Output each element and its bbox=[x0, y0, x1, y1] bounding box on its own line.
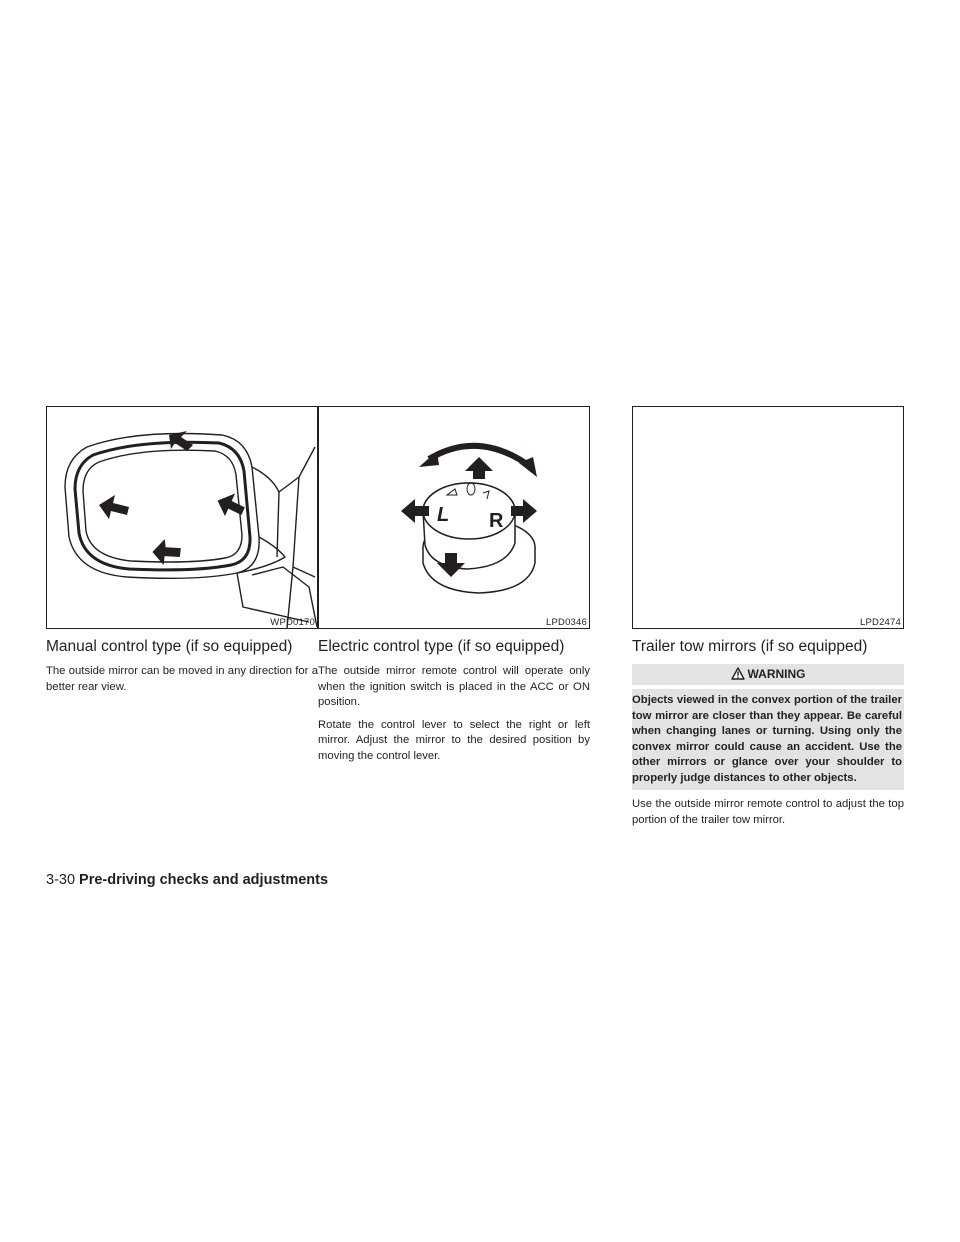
knob-label-left: L bbox=[437, 504, 450, 526]
warning-header bbox=[632, 664, 904, 685]
body-paragraph: Use the outside mirror remote control to adjust the top portion of the trailer tow mirror. bbox=[632, 798, 904, 826]
section-electric-control bbox=[318, 406, 590, 771]
section-trailer-tow bbox=[632, 406, 904, 835]
figure-code: WPD0170 bbox=[270, 617, 315, 628]
page-footer bbox=[46, 872, 328, 888]
footer-section-name: Pre-driving checks and adjustments bbox=[79, 872, 329, 888]
trailer-mirror-figure bbox=[632, 406, 904, 629]
body-paragraph: The outside mirror remote control will operate only when the ignition switch is placed in the ACC or ON position. bbox=[318, 665, 590, 708]
figure-code: LPD2474 bbox=[859, 617, 901, 628]
section-title: Trailer tow mirrors (if so equipped) bbox=[632, 638, 868, 655]
mirror-control-knob-illustration bbox=[319, 407, 589, 628]
page-number: 3-30 bbox=[46, 872, 76, 888]
section-manual-control bbox=[46, 406, 318, 702]
control-figure bbox=[318, 406, 590, 629]
section-title: Manual control type (if so equipped) bbox=[46, 638, 293, 655]
warning-label: WARNING bbox=[747, 667, 806, 681]
knob-label-right: R bbox=[489, 510, 504, 532]
section-title: Electric control type (if so equipped) bbox=[318, 638, 565, 655]
warning-text: Objects viewed in the convex portion of the trailer tow mirror are closer than they appear. Be careful when changing lanes or turning. Using only the convex mirror could cause an accident. Use the other mirrors or glance over your shoulder to properly judge distances to other objects. bbox=[632, 689, 904, 790]
figure-code: LPD0346 bbox=[545, 617, 587, 628]
mirror-figure bbox=[46, 406, 318, 629]
body-paragraph: The outside mirror can be moved in any direction for a better rear view. bbox=[46, 665, 318, 693]
manual-mirror-illustration bbox=[47, 407, 317, 628]
body-paragraph: Rotate the control lever to select the right or left mirror. Adjust the mirror to the desired position by moving the control lever. bbox=[318, 718, 590, 762]
warning-triangle-icon bbox=[731, 667, 745, 680]
